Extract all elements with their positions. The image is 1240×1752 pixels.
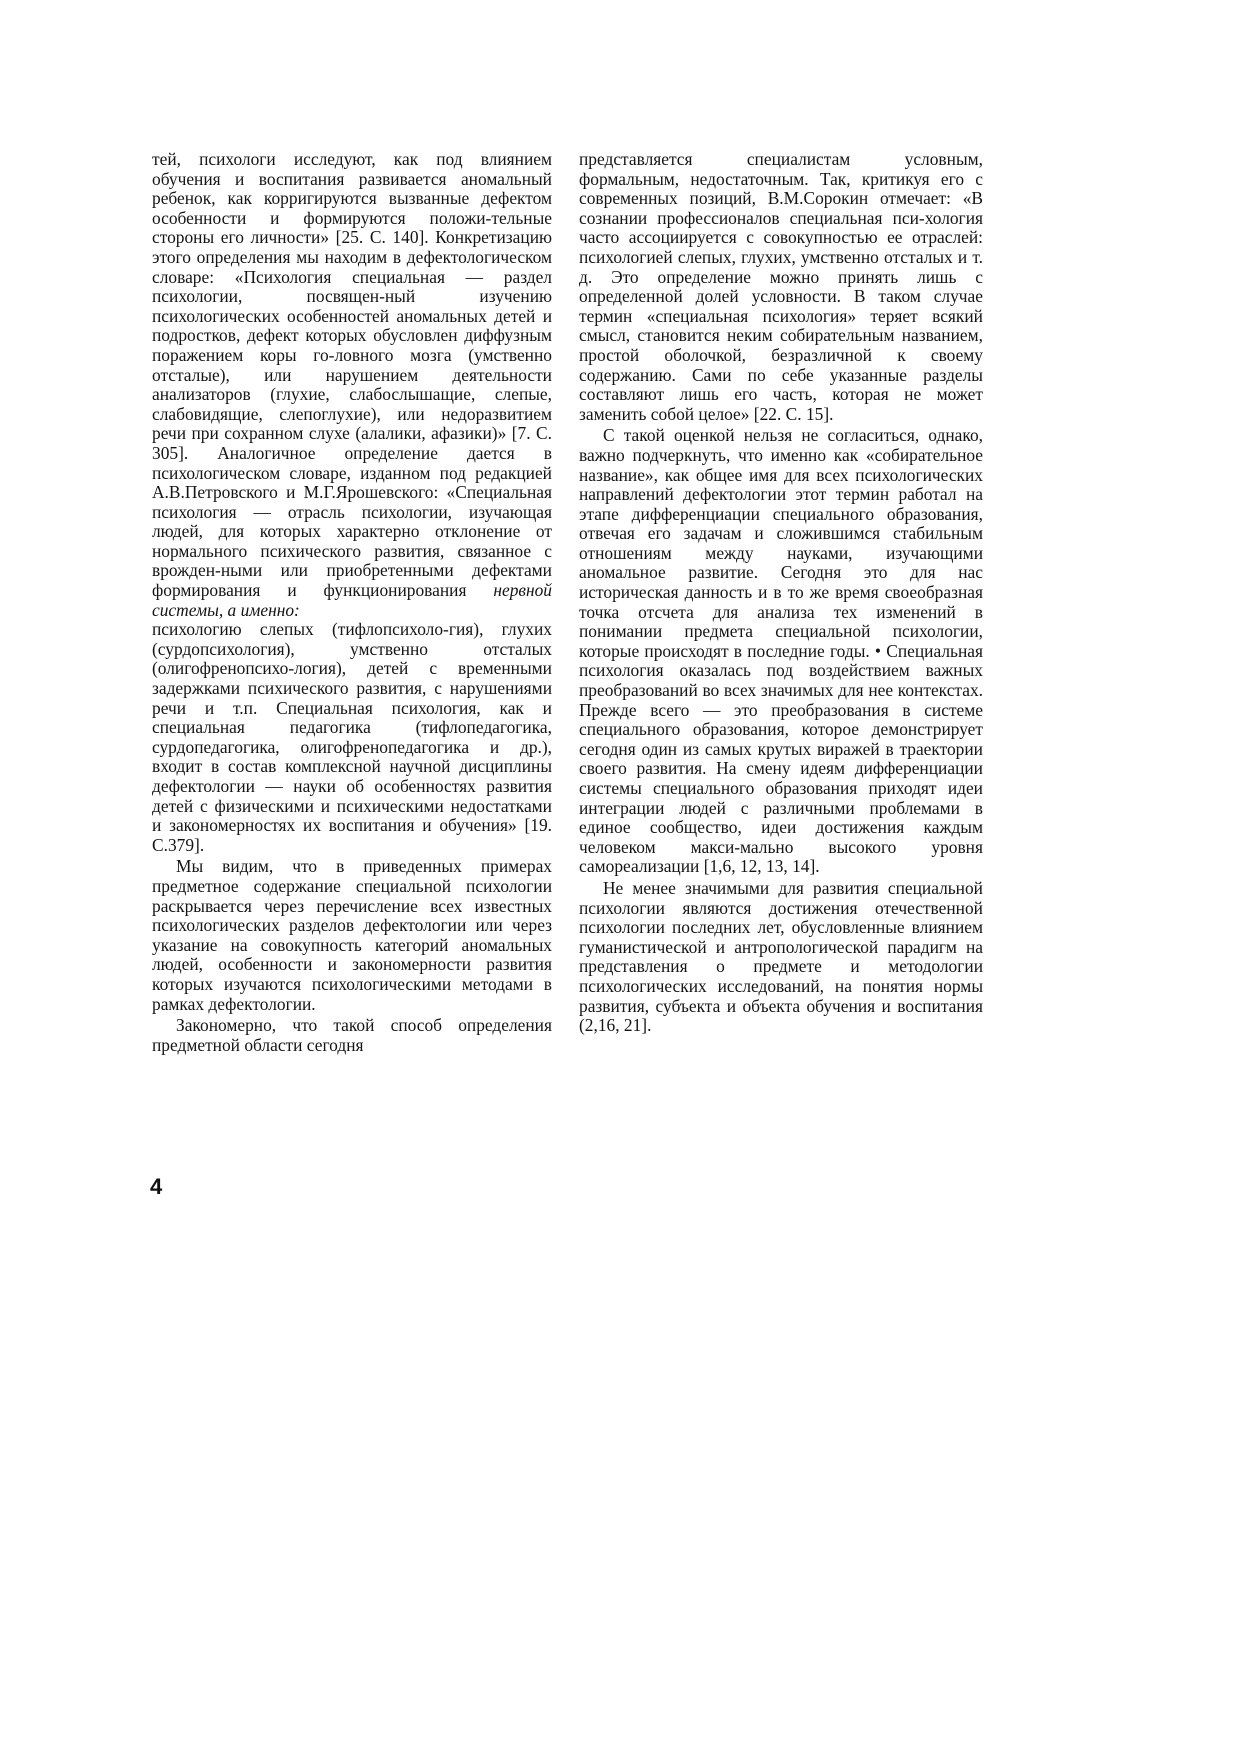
left-paragraph-1-text: тей, психологи исследуют, как под влиянием обучения и воспитания развивается аномальный ребенок, как корригируются вызванные дефектом особенности и формируются положи-тельные стороны его личности» [25. С. 140]. Конкретизацию этого определения мы находим в дефектологическом словаре: «Психология специальная — раздел психологии, посвящен-ный изучению психологических особенностей аномальных детей и подростков, дефект которых обусловлен диффузным поражением коры го-ловного мозга (умственно отсталые), или нарушением деятельности анализаторов (глухие, слабослышащие, слепые, слабовидящие, слепоглухие), или недоразвитием речи при сохранном слухе (алалики, афазики)» [7. С. 305]. Аналогичное определение дается в психологическом словаре, изданном под редакцией А.В.Петровского и М.Г.Ярошевского: «Специальная психология — отрасль психологии, изучающая людей, для которых характерно отклонение от нормального психического развития, связанное с врожден-ными или приобретенными дефектами формирования и функционирования: [152, 149, 552, 601]
left-paragraph-2: психологию слепых (тифлопсихоло-гия), глухих (сурдопсихология), умственно отсталых (олигофренопсихо-логия), детей с временными задержками психического развития, с нарушениями речи и т.п. Специальная психология, как и специальная педагогика (тифлопедагогика, сурдопедагогика, олигофренопедагогика и др.), входит в состав комплексной научной дисциплины дефектологии — науки об особенностях развития детей с физическими и психическими недостатками и закономерностях их воспитания и обучения» [19. С.379].: [152, 619, 552, 855]
right-paragraph-2: С такой оценкой нельзя не согласиться, однако, важно подчеркнуть, что именно как «собирательное название», как общее имя для всех психологических направлений дефектологии этот термин работал на этапе дифференциации специального образования, отвечая его задачам и сложившимся стабильным отношениям между науками, изучающими аномальное развитие. Сегодня это для нас историческая данность и в то же время своеобразная точка отсчета для анализа тех изменений в понимании предмета специальной психологии, которые происходят в последние годы. • Специальная психология оказалась под воздействием важных преобразований во всех значимых для нее контекстах. Прежде всего — это преобразования в системе специального образования, которое демонстрирует сегодня один из самых крутых виражей в траектории своего развития. На смену идеям дифференциации системы специального образования приходят идеи интеграции людей с различными проблемами в единое сообщество, идеи достижения каждым человеком макси-мально высокого уровня самореализации [1,6, 12, 13, 14].: [579, 425, 983, 877]
right-column: [579, 150, 983, 1036]
left-paragraph-3: Мы видим, что в приведенных примерах предметное содержание специальной психологии раскрывается через перечисление всех известных психологических разделов дефектологии или через указание на совокупность категорий аномальных людей, особенности и закономерности развития которых изучаются психологическими методами в рамках дефектологии.: [152, 856, 552, 1014]
right-paragraph-1: представляется специалистам условным, формальным, недостаточным. Так, критикуя его с современных позиций, В.М.Сорокин отмечает: «В сознании профессионалов специальная пси-хология часто ассоциируется с совокупностью ее отраслей: психологией слепых, глухих, умственно отсталых и т. д. Это определение можно принять лишь с определенной долей условности. В таком случае термин «специальная психология» теряет всякий смысл, становится неким собирательным названием, простой оболочкой, безразличной к своему содержанию. Сами по себе указанные разделы составляют лишь его часть, которая не может заменить собой целое» [22. С. 15].: [579, 149, 983, 424]
left-column: [152, 150, 552, 1055]
right-paragraph-3: Не менее значимыми для развития специальной психологии являются достижения отечественной психологии последних лет, обусловленные влиянием гуманистической и антропологической парадигм на представления о предмете и методологии психологических исследований, на понятия нормы развития, субъекта и объекта обучения и воспитания (2,16, 21].: [579, 877, 983, 1036]
left-paragraph-1-italic: нервной системы, а именно:: [152, 580, 552, 620]
left-paragraph-1: [152, 150, 552, 620]
left-paragraph-4: Закономерно, что такой способ определения предметной области сегодня: [152, 1015, 552, 1055]
page-number: 4: [150, 1174, 163, 1199]
